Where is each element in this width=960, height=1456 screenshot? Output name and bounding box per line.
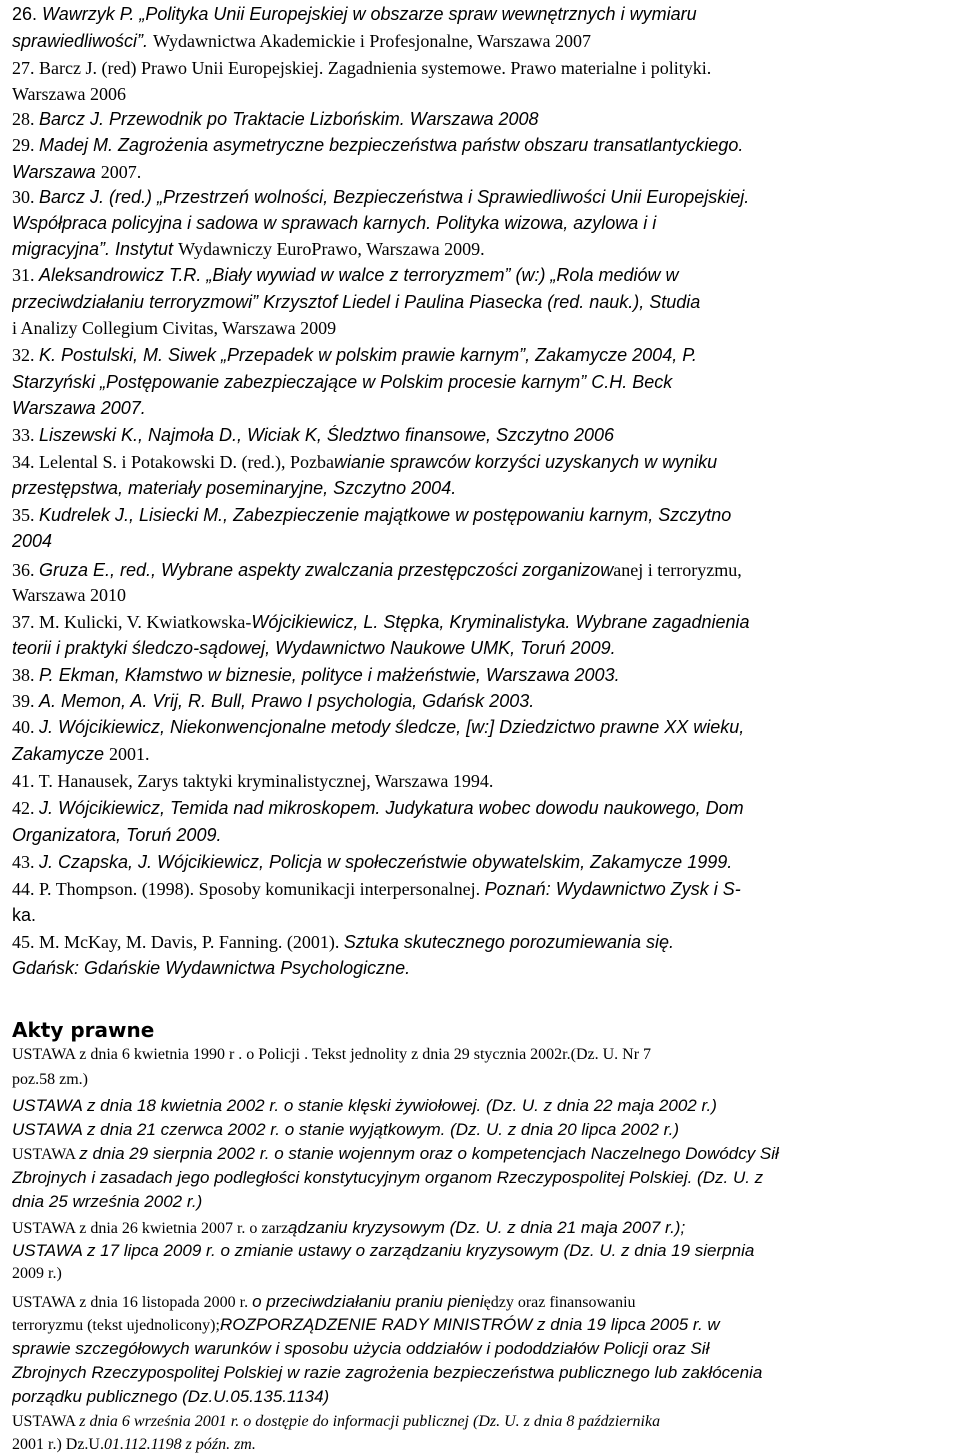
reference-text: 43. <box>12 852 39 872</box>
legal-act-text: sprawie szczegółowych warunków i sposobu użycia oddziałów i pododdziałów Policji oraz Sił <box>12 1339 710 1358</box>
reference-text: Wydawnictwa Akademickie i Profesjonalne, Warszawa 2007 <box>153 31 592 51</box>
reference-text: Warszawa 2006 <box>12 84 127 104</box>
reference-line <box>12 717 956 738</box>
reference-text: wianie sprawców korzyści uzyskanych w wyniku <box>333 452 718 472</box>
reference-text: Gdańsk: Gdańskie Wydawnictwa Psychologiczne. <box>12 958 411 978</box>
legal-act-text: USTAWA z dnia 18 kwietnia 2002 r. o stanie klęski żywiołowej. (Dz. U. z dnia 22 maja 2002 r.) <box>12 1096 717 1115</box>
reference-line <box>12 905 956 926</box>
reference-text: 45. M. McKay, M. Davis, P. Fanning. (2001). <box>12 932 344 952</box>
reference-text: i Analizy Collegium Civitas, Warszawa 2009 <box>12 318 337 338</box>
reference-text: Barcz J. Przewodnik po Traktacie Lizbońskim. Warszawa 2008 <box>39 109 539 129</box>
reference-text: Zakamycze <box>12 744 110 764</box>
reference-text: 27. Barcz J. (red) Prawo Unii Europejskiej. Zagadnienia systemowe. Prawo materialne i polityki. <box>12 58 712 78</box>
reference-line <box>12 162 956 183</box>
reference-line <box>12 505 956 526</box>
reference-text: J. Wójcikiewicz, Niekonwencjonalne metody śledcze, [w:] Dziedzictwo prawne XX wieku, <box>39 717 745 737</box>
reference-text: Wydawniczy EuroPrawo, Warszawa 2009. <box>178 239 485 259</box>
legal-act-text: USTAWA z dnia 26 kwietnia 2007 r. o zarz <box>12 1220 289 1237</box>
reference-line <box>12 318 956 339</box>
reference-line <box>12 372 956 393</box>
reference-line <box>12 239 956 260</box>
legal-act-text: USTAWA z dnia 16 listopada 2000 r. <box>12 1294 253 1311</box>
reference-text: migracyjna”. Instytut <box>12 239 179 259</box>
reference-text: 33. <box>12 425 39 445</box>
reference-text: przestępstwa, materiały poseminaryjne, Szczytno 2004. <box>12 478 457 498</box>
reference-text: Warszawa 2010 <box>12 585 127 605</box>
reference-text: 34. Lelental S. i Potakowski D. (red.), Pozba <box>12 452 334 472</box>
reference-line <box>12 4 956 25</box>
legal-act-line <box>12 1339 956 1359</box>
reference-line <box>12 691 956 712</box>
reference-text: Wawrzyk P. „Polityka Unii Europejskiej w obszarze spraw wewnętrznych i wymiaru <box>42 4 697 24</box>
legal-act-text: USTAWA <box>12 1146 80 1163</box>
legal-act-text: 2001 r.) Dz.U. <box>12 1436 104 1453</box>
reference-line <box>12 638 956 659</box>
reference-line <box>12 958 956 979</box>
reference-text: ka. <box>12 905 37 925</box>
legal-act-text: USTAWA z 17 lipca 2009 r. o zmianie ustawy o zarządzaniu kryzysowym (Dz. U. z dnia 19 sierpnia <box>12 1241 755 1260</box>
reference-text: J. Czapska, J. Wójcikiewicz, Policja w społeczeństwie obywatelskim, Zakamycze 1999. <box>39 852 733 872</box>
reference-text: J. Wójcikiewicz, Temida nad mikroskopem. Judykatura wobec dowodu naukowego, Dom <box>39 798 744 818</box>
legal-act-text: Zbrojnych i zasadach jego podległości konstytucyjnym organom Rzeczypospolitej Polskiej. (Dz. U. z <box>12 1168 764 1187</box>
legal-act-line <box>12 1363 956 1383</box>
legal-act-text: 2009 r.) <box>12 1265 62 1282</box>
legal-act-line <box>12 1144 956 1164</box>
reference-line <box>12 452 956 473</box>
reference-text: Gruza E., red., Wybrane aspekty zwalczania przestępczości zorganizow <box>39 560 614 580</box>
reference-text: 28. <box>12 109 39 129</box>
legal-act-line <box>12 1241 956 1261</box>
legal-act-text: z dnia 29 sierpnia 2002 r. o stanie wojennym oraz o kompetencjach Naczelnego Dowódcy Sił <box>79 1144 779 1163</box>
reference-line <box>12 109 956 130</box>
reference-text: 38. <box>12 665 39 685</box>
reference-text: 42. <box>12 798 39 818</box>
legal-act-line <box>12 1413 956 1431</box>
acts-heading: Akty prawne <box>12 1018 155 1042</box>
reference-text: 26. <box>12 4 43 24</box>
reference-line <box>12 744 956 765</box>
reference-line <box>12 58 956 79</box>
reference-text: Liszewski K., Najmoła D., Wiciak K, Śledztwo finansowe, Szczytno 2006 <box>39 425 615 445</box>
legal-act-text: 01.112.1198 z późn. zm. <box>103 1436 256 1453</box>
reference-text: 32. <box>12 345 39 365</box>
reference-line <box>12 612 956 633</box>
reference-text: 44. P. Thompson. (1998). Sposoby komunikacji interpersonalnej. <box>12 879 485 899</box>
reference-line <box>12 665 956 686</box>
reference-line <box>12 852 956 873</box>
reference-line <box>12 425 956 446</box>
reference-text: Madej M. Zagrożenia asymetryczne bezpieczeństwa państw obszaru transatlantyckiego. <box>39 135 744 155</box>
reference-text: Aleksandrowicz T.R. „Biały wywiad w walce z terroryzmem” (w:) „Rola mediów w <box>39 265 679 285</box>
legal-act-line <box>12 1218 956 1238</box>
legal-act-line <box>12 1387 956 1407</box>
legal-act-text: poz.58 zm.) <box>12 1071 88 1088</box>
reference-line <box>12 478 956 499</box>
reference-line <box>12 31 956 52</box>
legal-act-text: z dnia 6 września 2001 r. o dostępie do informacji publicznej (Dz. U. z dnia 8 października <box>79 1413 661 1430</box>
reference-text: 2004 <box>12 531 53 551</box>
reference-text: Organizatora, Toruń 2009. <box>12 825 222 845</box>
reference-text: sprawiedliwości”. <box>12 31 154 51</box>
legal-act-text: USTAWA z dnia 6 kwietnia 1990 r . o Policji . Tekst jednolity z dnia 29 stycznia 2002r.(Dz. U. Nr 7 <box>12 1046 652 1063</box>
reference-text: 40. <box>12 717 39 737</box>
legal-act-text: Zbrojnych Rzeczypospolitej Polskiej w razie zagrożenia bezpieczeństwa publicznego lub zakłócenia <box>12 1363 763 1382</box>
legal-act-line <box>12 1071 956 1089</box>
legal-act-text: dnia 25 września 2002 r.) <box>12 1192 203 1211</box>
reference-line <box>12 135 956 156</box>
legal-act-text: USTAWA z dnia 21 czerwca 2002 r. o stanie wyjątkowym. (Dz. U. z dnia 20 lipca 2002 r.) <box>12 1120 680 1139</box>
reference-line <box>12 798 956 819</box>
reference-line <box>12 398 956 419</box>
reference-line <box>12 292 956 313</box>
reference-text: 2007. <box>100 162 142 182</box>
reference-text: anej i terroryzmu, <box>613 560 742 580</box>
reference-line <box>12 345 956 366</box>
legal-act-text: porządku publicznego (Dz.U.05.135.1134) <box>12 1387 330 1406</box>
reference-line <box>12 585 956 606</box>
reference-line <box>12 932 956 953</box>
reference-line <box>12 213 956 234</box>
reference-line <box>12 187 956 208</box>
reference-line <box>12 879 956 900</box>
legal-act-text: o przeciwdziałaniu praniu pieni <box>252 1292 484 1311</box>
reference-text: Warszawa <box>12 162 101 182</box>
legal-act-line <box>12 1292 956 1312</box>
reference-text: 41. T. Hanausek, Zarys taktyki kryminalistycznej, Warszawa 1994. <box>12 771 494 791</box>
reference-text: 29. <box>12 135 39 155</box>
reference-text: Barcz J. (red.) „Przestrzeń wolności, Bezpieczeństwa i Sprawiedliwości Unii Europejskiej. <box>39 187 750 207</box>
reference-text: 36. <box>12 560 39 580</box>
reference-text: 31. <box>12 265 39 285</box>
reference-text: 30. <box>12 187 39 207</box>
reference-text: przeciwdziałaniu terroryzmowi” Krzysztof Liedel i Paulina Piasecka (red. nauk.), Studia <box>12 292 701 312</box>
legal-act-text: ROZPORZĄDZENIE RADY MINISTRÓW z dnia 19 lipca 2005 r. w <box>219 1315 720 1334</box>
reference-line <box>12 265 956 286</box>
legal-act-line <box>12 1436 956 1454</box>
reference-line <box>12 531 956 552</box>
reference-text: K. Postulski, M. Siwek „Przepadek w polskim prawie karnym”, Zakamycze 2004, P. <box>39 345 697 365</box>
reference-text: Współpraca policyjna i sadowa w sprawach karnych. Polityka wizowa, azylowa i i <box>12 213 657 233</box>
reference-text: Wójcikiewicz, L. Stępka, Kryminalistyka. Wybrane zagadnienia <box>251 612 750 632</box>
reference-line <box>12 84 956 105</box>
legal-act-line <box>12 1265 956 1283</box>
legal-act-line <box>12 1046 956 1064</box>
legal-act-text: USTAWA <box>12 1413 80 1430</box>
legal-act-line <box>12 1120 956 1140</box>
reference-text: Kudrelek J., Lisiecki M., Zabezpieczenie majątkowe w postępowaniu karnym, Szczytno <box>39 505 732 525</box>
reference-text: 39. <box>12 691 39 711</box>
legal-act-line <box>12 1192 956 1212</box>
reference-text: teorii i praktyki śledczo-sądowej, Wydawnictwo Naukowe UMK, Toruń 2009. <box>12 638 616 658</box>
reference-text: Starzyński „Postępowanie zabezpieczające w Polskim procesie karnym” C.H. Beck <box>12 372 673 392</box>
reference-text: Sztuka skutecznego porozumiewania się. <box>343 932 675 952</box>
legal-act-line <box>12 1096 956 1116</box>
legal-act-text: ędzy oraz finansowaniu <box>483 1294 636 1311</box>
reference-text: Poznań: Wydawnictwo Zysk i S- <box>484 879 741 899</box>
reference-text: A. Memon, A. Vrij, R. Bull, Prawo I psychologia, Gdańsk 2003. <box>39 691 535 711</box>
reference-text: 37. M. Kulicki, V. Kwiatkowska- <box>12 612 252 632</box>
reference-line <box>12 560 956 581</box>
reference-line <box>12 825 956 846</box>
legal-act-line <box>12 1315 956 1335</box>
legal-act-text: ądzaniu kryzysowym (Dz. U. z dnia 21 maja 2007 r.); <box>288 1218 686 1237</box>
reference-text: Warszawa 2007. <box>12 398 146 418</box>
reference-line <box>12 771 956 792</box>
reference-text: 2001. <box>109 744 150 764</box>
reference-text: P. Ekman, Kłamstwo w biznesie, polityce i małżeństwie, Warszawa 2003. <box>39 665 620 685</box>
legal-act-line <box>12 1168 956 1188</box>
legal-act-text: terroryzmu (tekst ujednolicony); <box>12 1317 220 1334</box>
reference-text: 35. <box>12 505 39 525</box>
